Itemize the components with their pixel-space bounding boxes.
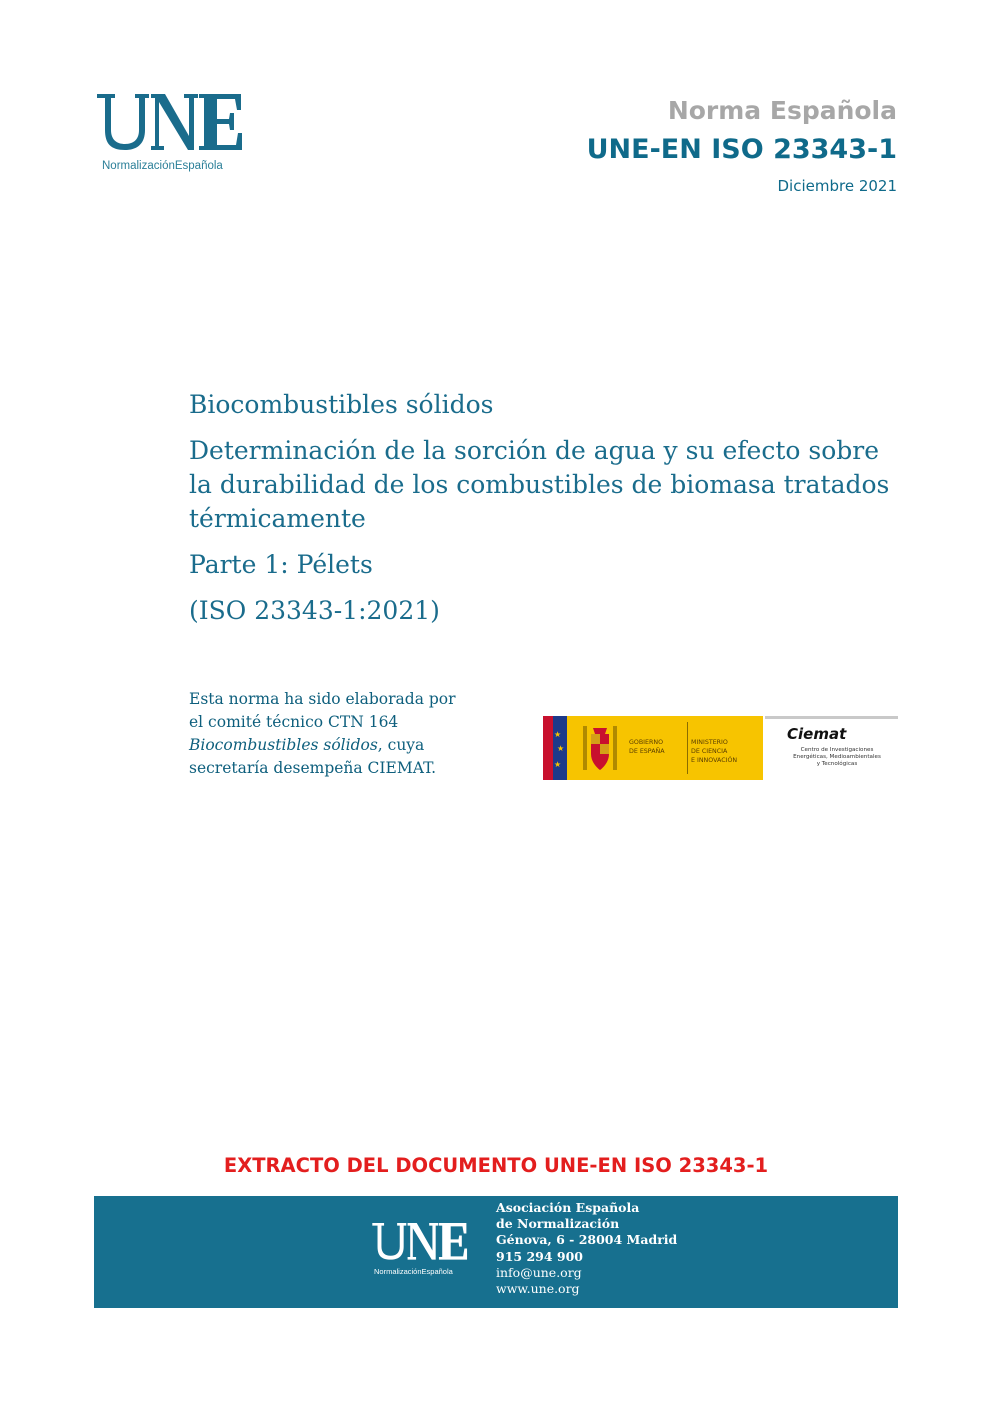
phone-number: 915 294 900 — [496, 1248, 583, 1264]
postal-address: Génova, 6 - 28004 Madrid — [496, 1232, 678, 1248]
footer-band — [94, 1196, 898, 1308]
series-title: Biocombustibles sólidos — [189, 390, 494, 419]
ciemat-description: Centro de Investigaciones Energéticas, Medioambientales y Tecnológicas — [793, 747, 881, 767]
une-footer-logo — [371, 1221, 471, 1281]
une-logo — [95, 92, 245, 182]
star-icon: ★ — [557, 744, 565, 753]
star-icon: ★ — [554, 730, 562, 739]
iso-reference: (ISO 23343-1:2021) — [189, 596, 440, 625]
government-logo — [543, 716, 763, 780]
norma-espanola-label: Norma Española — [667, 96, 897, 125]
une-footer-logo-mark — [371, 1221, 469, 1263]
main-title: Determinación de la sorción de agua y su efecto sobre la durabilidad de los combustibles de biomasa tratados térmicamente — [189, 436, 890, 533]
contact-block — [496, 1200, 677, 1297]
committee-line-2: el comité técnico CTN 164 — [189, 713, 399, 731]
committee-line-1: Esta norma ha sido elaborada por — [189, 690, 456, 708]
publication-date: Diciembre 2021 — [777, 177, 897, 195]
divider — [687, 722, 688, 774]
standard-code: UNE-EN ISO 23343-1 — [586, 134, 897, 165]
committee-line-4: secretaría desempeña CIEMAT. — [189, 759, 437, 777]
part-title: Parte 1: Pélets — [189, 550, 373, 579]
une-footer-tagline: NormalizaciónEspañola — [374, 1267, 453, 1276]
star-icon: ★ — [554, 760, 562, 769]
ciemat-logo — [765, 716, 898, 780]
une-logo-mark — [95, 92, 245, 154]
extract-notice: EXTRACTO DEL DOCUMENTO UNE-EN ISO 23343-1 — [223, 1154, 769, 1177]
une-logo-tagline: NormalizaciónEspañola — [102, 160, 223, 172]
eu-flag-red-stripe — [543, 716, 553, 780]
email-link[interactable]: info@une.org — [496, 1264, 582, 1280]
coat-of-arms-icon — [577, 724, 623, 774]
ministerio-label: MINISTERIO DE CIENCIA E INNOVACIÓN — [691, 739, 738, 764]
eu-flag-icon — [553, 716, 567, 780]
document-titles — [189, 388, 909, 628]
committee-note — [189, 688, 499, 780]
committee-name-italic: Biocombustibles sólidos — [189, 736, 378, 754]
ciemat-name: Ciemat — [787, 725, 847, 743]
org-name-line-1: Asociación Española — [496, 1200, 640, 1215]
committee-line-3: Biocombustibles sólidos, cuya — [189, 736, 425, 754]
org-name-line-2: de Normalización — [496, 1216, 620, 1232]
gobierno-espana-label: GOBIERNO DE ESPAÑA — [629, 739, 665, 755]
partner-logos — [543, 716, 898, 780]
website-link[interactable]: www.une.org — [496, 1281, 580, 1297]
